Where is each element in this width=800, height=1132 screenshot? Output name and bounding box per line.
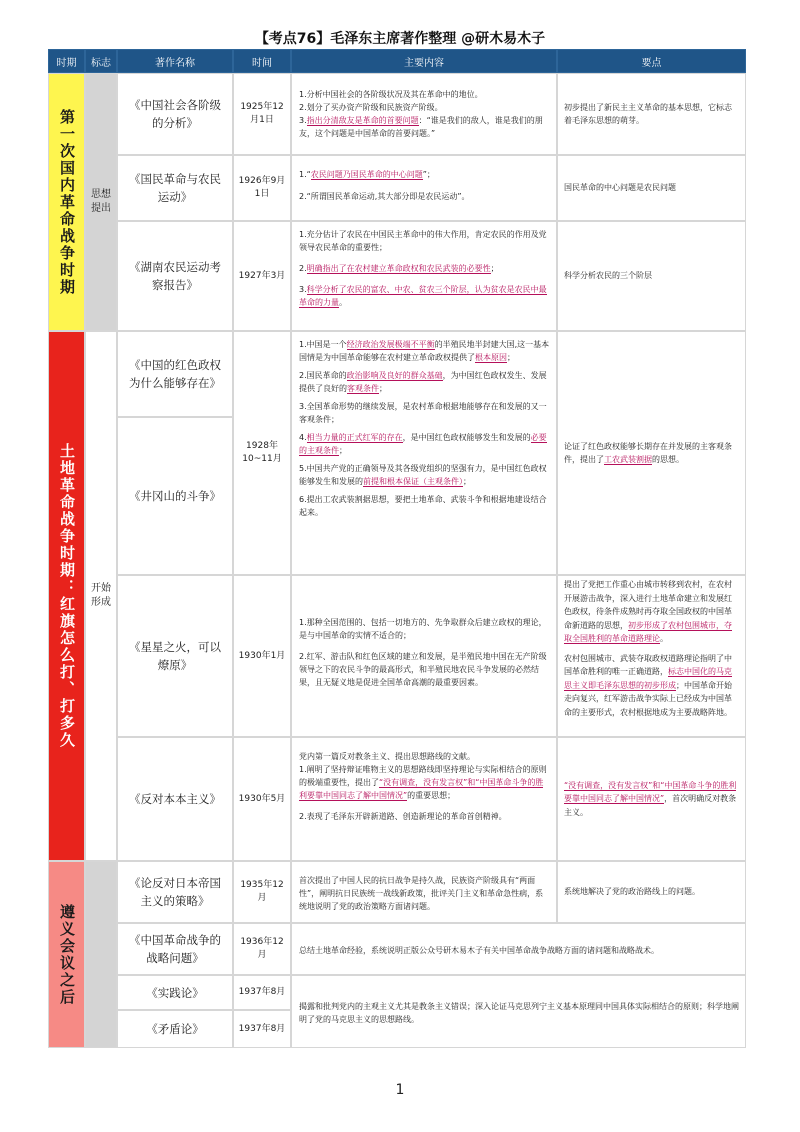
header-period: 时期 bbox=[48, 49, 85, 73]
work-title: 《国民革命与农民运动》 bbox=[117, 155, 233, 221]
work-date: 1936年12月 bbox=[233, 923, 291, 975]
work-title: 《中国革命战争的战略问题》 bbox=[117, 923, 233, 975]
flag-begin-forming: 开始形成 bbox=[85, 331, 117, 861]
work-title: 《论反对日本帝国主义的策略》 bbox=[117, 861, 233, 923]
work-date: 1930年1月 bbox=[233, 575, 291, 737]
work-date: 1927年3月 bbox=[233, 221, 291, 331]
work-point: 系统地解决了党的政治路线上的问题。 bbox=[557, 861, 746, 923]
work-content: 1.那种全国范围的、包括一切地方的、先争取群众后建立政权的理论，是与中国革命的实情不适合的； 2.红军、游击队和红色区域的建立和发展，是半殖民地中国在无产阶级领导之下的农民斗争的最高形式，和半殖民地农民斗争发展的必然结果，且无疑义地是促进全国革命高潮的最重要因素。 bbox=[291, 575, 557, 737]
work-content: 1.“农民问题乃国民革命的中心问题”； 2.“所谓国民革命运动,其大部分即是农民运动”。 bbox=[291, 155, 557, 221]
work-title: 《湖南农民运动考察报告》 bbox=[117, 221, 233, 331]
header-work: 著作名称 bbox=[117, 49, 233, 73]
work-title: 《反对本本主义》 bbox=[117, 737, 233, 861]
work-content: 首次提出了中国人民的抗日战争是持久战，民族资产阶级具有“两面性”，阐明抗日民族统一战线新政策，批评关门主义和革命急性病，系统地说明了党的政治策略方面诸问题。 bbox=[291, 861, 557, 923]
flag-blank bbox=[85, 861, 117, 1048]
flag-idea-proposed: 思想提出 bbox=[85, 73, 117, 331]
page-title: 【考点76】毛泽东主席著作整理 @研木易木子 bbox=[254, 31, 546, 47]
work-content: 总结土地革命经验，系统说明正版公众号研木易木子有关中国革命战争战略方面的诸问题和战略战术。 bbox=[291, 923, 746, 975]
header-point: 要点 bbox=[557, 49, 746, 73]
work-date: 1937年8月 bbox=[233, 1010, 291, 1048]
summary-table bbox=[48, 49, 746, 1049]
work-date: 1930年5月 bbox=[233, 737, 291, 861]
work-point: 提出了党把工作重心由城市转移到农村，在农村开展游击战争，深入进行土地革命建立和发展红色政权，待条件成熟时再夺取全国政权的中国革命新道路的思想，初步形成了农村包围城市，夺取全国胜利的革命道路理论。 农村包围城市、武装夺取政权道路理论指明了中国革命胜利的唯一正确道路，标志中国化的马克思主义即毛泽东思想的初步形成；中国革命开始走向复兴，红军游击战争实际上已经成为中国革命的主要形式，农村根据地成为主要战略阵地。 bbox=[557, 575, 746, 737]
period-land-revolution: 土地革命战争时期：红旗怎么打、打多久 bbox=[48, 331, 85, 861]
work-point: 国民革命的中心问题是农民问题 bbox=[557, 155, 746, 221]
page-number: 1 bbox=[395, 1082, 405, 1098]
work-content: 揭露和批判党内的主观主义尤其是教条主义错误；深入论证马克思列宁主义基本原理同中国具体实际相结合的原则；科学地阐明了党的马克思主义的思想路线。 bbox=[291, 975, 746, 1048]
work-title: 《中国社会各阶级的分析》 bbox=[117, 73, 233, 155]
work-point: 论证了红色政权能够长期存在并发展的主客观条件，提出了工农武装割据的思想。 bbox=[557, 331, 746, 575]
work-title: 《中国的红色政权为什么能够存在》 bbox=[117, 331, 233, 417]
work-date: 1935年12月 bbox=[233, 861, 291, 923]
header-flag: 标志 bbox=[85, 49, 117, 73]
work-content: 党内第一篇反对教条主义、提出思想路线的文献。 1.阐明了坚持辩证唯物主义的思想路线即坚持理论与实际相结合的原则的极端重要性，提出了“没有调查，没有发言权”和“中国革命斗争的胜利要靠中国同志了解中国情况”的重要思想； 2.表现了毛泽东开辟新道路、创造新理论的革命首创精神。 bbox=[291, 737, 557, 861]
work-point: 初步提出了新民主主义革命的基本思想，它标志着毛泽东思想的萌芽。 bbox=[557, 73, 746, 155]
work-date: 1925年12月1日 bbox=[233, 73, 291, 155]
work-content: 1.中国是一个经济政治发展极端不平衡的半殖民地半封建大国,这一基本国情是为中国革命能够在农村建立革命政权提供了根本原因； 2.国民革命的政治影响及良好的群众基础，为中国红色政权发生、发展提供了良好的客观条件； 3.全国革命形势的继续发展，是农村革命根据地能够存在和发展的又一客观条件； 4.相当力量的正式红军的存在，是中国红色政权能够发生和发展的必要的主观条件； 5.中国共产党的正确领导及其各级党组织的坚强有力，是中国红色政权能够发生和发展的前提和根本保证（主观条件）； 6.提出工农武装割据思想，要把土地革命、武装斗争和根据地建设结合起来。 bbox=[291, 331, 557, 575]
work-point: 科学分析农民的三个阶层 bbox=[557, 221, 746, 331]
work-title: 《实践论》 bbox=[117, 975, 233, 1010]
work-title: 《矛盾论》 bbox=[117, 1010, 233, 1048]
work-date: 1928年10~11月 bbox=[233, 331, 291, 575]
work-date: 1926年9月1日 bbox=[233, 155, 291, 221]
header-content: 主要内容 bbox=[291, 49, 557, 73]
work-title: 《星星之火，可以燎原》 bbox=[117, 575, 233, 737]
header-time: 时间 bbox=[233, 49, 291, 73]
work-content: 1.充分估计了农民在中国民主革命中的伟大作用，肯定农民的作用及党领导农民革命的重要性； 2.明确指出了在农村建立革命政权和农民武装的必要性； 3.科学分析了农民的富农、中农、贫农三个阶层，认为贫农是农民中最革命的力量。 bbox=[291, 221, 557, 331]
work-date: 1937年8月 bbox=[233, 975, 291, 1010]
period-after-zunyi: 遵义会议之后 bbox=[48, 861, 85, 1048]
work-point: “没有调查，没有发言权”和“中国革命斗争的胜利要靠中国同志了解中国情况”，首次明确反对教条主义。 bbox=[557, 737, 746, 861]
work-content: 1.分析中国社会的各阶级状况及其在革命中的地位。 2.划分了买办资产阶级和民族资产阶级。 3.指出分清敌友是革命的首要问题：“谁是我们的敌人，谁是我们的朋友，这个问题是中国革命的首要问题。” bbox=[291, 73, 557, 155]
period-first-revolution: 第一次国内革命战争时期 bbox=[48, 73, 85, 331]
work-title: 《井冈山的斗争》 bbox=[117, 417, 233, 575]
